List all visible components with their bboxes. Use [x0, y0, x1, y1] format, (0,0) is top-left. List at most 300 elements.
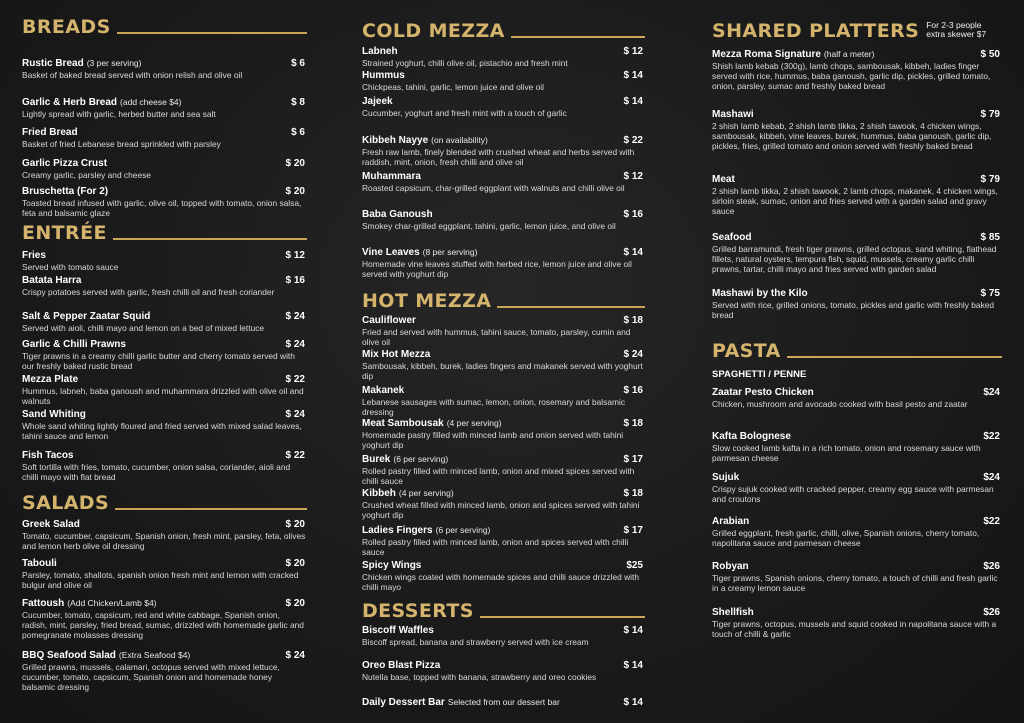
menu-item-price: $ 79 — [980, 174, 1000, 185]
menu-item — [362, 315, 645, 347]
menu-item-price: $ 14 — [623, 70, 643, 81]
menu-item-description: Roasted capsicum, char-grilled eggplant with walnuts and chilli olive oil — [362, 183, 625, 193]
menu-item-description: Chicken wings coated with homemade spices and chilli sauce drizzled with chilli mayo — [362, 572, 639, 592]
menu-item-row — [712, 472, 1002, 483]
menu-item-note: (add cheese $4) — [120, 97, 182, 107]
menu-item-title: Greek Salad — [22, 519, 80, 530]
menu-item-row — [362, 697, 645, 708]
menu-item-title: Vine Leaves — [362, 247, 420, 258]
menu-item-description: Chicken, mushroom and avocado cooked with basil pesto and zaatar — [712, 399, 968, 409]
menu-item-name — [362, 247, 477, 258]
menu-item-price: $ 22 — [623, 135, 643, 146]
menu-item-name — [362, 488, 454, 499]
menu-item-title: Meat — [712, 174, 735, 185]
menu-item — [362, 560, 645, 592]
section-title: COLD MEZZA — [362, 20, 505, 42]
menu-item-row — [22, 58, 307, 69]
menu-item-price: $ 12 — [623, 46, 643, 57]
menu-item-row — [22, 97, 307, 108]
menu-item-name — [362, 171, 424, 182]
section-entree — [22, 220, 307, 482]
menu-item-name — [22, 275, 84, 286]
section-breads — [22, 14, 307, 218]
menu-item-description: Rolled pastry filled with minced lamb, onion and spices served with chilli sauce — [362, 537, 629, 557]
menu-item-row — [362, 418, 645, 429]
menu-item-title: Mezza Plate — [22, 374, 79, 385]
menu-item-description: Toasted bread infused with garlic, olive oil, topped with tomato, onion salsa, feta and balsamic glaze — [22, 198, 302, 218]
menu-item-price: $ 12 — [623, 171, 643, 182]
menu-item-description: Served with aioli, chilli mayo and lemon on a bed of mixed lettuce — [22, 323, 265, 333]
menu-item-name — [362, 135, 488, 146]
menu-item — [22, 598, 307, 640]
menu-item-title: Biscoff Waffles — [362, 625, 434, 636]
menu-item-row — [22, 250, 307, 261]
menu-item-price: $ 20 — [285, 519, 305, 530]
menu-item-row — [712, 561, 1002, 572]
pasta-subtitle: SPAGHETTI / PENNE — [712, 369, 807, 380]
section-divider — [787, 356, 1002, 358]
menu-item — [22, 127, 307, 149]
menu-item-name — [362, 315, 419, 326]
menu-item-title: Arabian — [712, 516, 750, 527]
menu-item-price: $ 22 — [285, 374, 305, 385]
menu-item-note: (4 per serving) — [446, 418, 502, 428]
section-shared-platters — [712, 18, 1002, 320]
section-divider — [511, 36, 645, 38]
menu-item-name — [712, 387, 817, 398]
menu-item-description: Shish lamb kebab (300g), lamb chops, sambousak, kibbeh, ladies finger served with rice, hummus, baba ganoush, garlic dip, pickles, grilled tomato, onion, parsley, sumac and freshly baked bread — [712, 61, 991, 91]
menu-item-row — [362, 560, 645, 571]
menu-item — [362, 488, 645, 520]
section-salads — [22, 490, 307, 692]
menu-item-row — [22, 311, 307, 322]
menu-item-price: $24 — [983, 387, 1000, 398]
menu-item-note: (8 per serving) — [422, 247, 478, 257]
menu-item-row — [362, 625, 645, 636]
menu-item-title: Labneh — [362, 46, 398, 57]
menu-item-name — [712, 607, 757, 618]
menu-item — [362, 70, 645, 92]
menu-item-description: Served with rice, grilled onions, tomato, pickles and garlic with freshly baked bread — [712, 300, 995, 320]
menu-item — [712, 174, 1002, 216]
menu-item-title: Kafta Bolognese — [712, 431, 791, 442]
menu-item-title: Sand Whiting — [22, 409, 86, 420]
section-title: DESSERTS — [362, 600, 474, 622]
menu-item-name — [22, 58, 142, 69]
menu-item-name — [362, 560, 424, 571]
menu-item-description: Fresh raw lamb, finely blended with crushed wheat and herbs served with raddish, mint, onion, fresh chilli and olive oil — [362, 147, 635, 167]
menu-item-description: 2 shish lamb kebab, 2 shish lamb tikka, 2 shish tawook, 4 chicken wings, sambousak, kibbeh, vine leaves, burek, hummus, baba ganoush, garlic dip, pickles, fries, grilled tomato and onion served with freshly baked bread — [712, 121, 992, 151]
menu-item-title: Rustic Bread — [22, 58, 84, 69]
menu-item-title: Mashawi — [712, 109, 754, 120]
menu-item — [22, 311, 307, 333]
menu-item-row — [712, 288, 1002, 299]
menu-item-title: Kibbeh — [362, 488, 396, 499]
menu-item-name — [22, 374, 81, 385]
menu-item-title: Mezza Roma Signature — [712, 49, 821, 60]
menu-item-price: $26 — [983, 561, 1000, 572]
menu-item-row — [362, 70, 645, 81]
menu-item — [362, 349, 645, 381]
menu-item — [362, 454, 645, 486]
menu-item-name — [362, 454, 448, 465]
menu-item-description: Nutella base, topped with banana, strawberry and oreo cookies — [362, 672, 597, 682]
menu-item-title: Daily Dessert Bar — [362, 697, 445, 708]
menu-item-name — [362, 525, 490, 536]
menu-item-title: Seafood — [712, 232, 752, 243]
menu-item-title: Shellfish — [712, 607, 754, 618]
menu-item — [712, 472, 1002, 504]
menu-item-name — [22, 650, 190, 661]
menu-item — [362, 385, 645, 417]
menu-item-title: Garlic & Herb Bread — [22, 97, 118, 108]
menu-item-price: $ 22 — [285, 450, 305, 461]
menu-item-name — [362, 625, 437, 636]
menu-item-name — [362, 349, 433, 360]
menu-item-description: Lebanese sausages with sumac, lemon, onion, rosemary and balsamic dressing — [362, 397, 626, 417]
menu-item-price: $ 6 — [291, 58, 305, 69]
menu-item — [22, 519, 307, 551]
menu-item-description: Slow cooked lamb kafta in a rich tomato, onion and rosemary sauce with parmesan cheese — [712, 443, 981, 463]
menu-item-price: $22 — [983, 431, 1000, 442]
menu-item-price: $25 — [626, 560, 643, 571]
section-pasta — [712, 338, 1002, 639]
menu-item-title: Jajeek — [362, 96, 393, 107]
menu-item-row — [22, 374, 307, 385]
menu-item-description: Soft tortilla with fries, tomato, cucumber, onion salsa, coriander, aioli and chilli mayo with flat bread — [22, 462, 291, 482]
menu-item-name — [712, 472, 742, 483]
menu-item-title: Batata Harra — [22, 275, 82, 286]
menu-item-name — [362, 96, 396, 107]
menu-item — [712, 431, 1002, 463]
menu-item-price: $ 14 — [623, 96, 643, 107]
menu-item-price: $26 — [983, 607, 1000, 618]
menu-item-name — [22, 519, 83, 530]
menu-item — [712, 109, 1002, 151]
menu-item-row — [362, 349, 645, 360]
menu-item-name — [362, 209, 436, 220]
menu-item — [712, 49, 1002, 91]
menu-item-title: Meat Sambousak — [362, 418, 444, 429]
menu-item-description: Basket of baked bread served with onion relish and olive oil — [22, 70, 243, 80]
menu-item — [362, 46, 645, 68]
menu-item-title: Tabouli — [22, 558, 57, 569]
menu-item — [22, 558, 307, 590]
menu-item — [22, 275, 307, 297]
menu-item-description: Tiger prawns in a creamy chilli garlic butter and cherry tomato served with our freshly baked rustic bread — [22, 351, 295, 371]
menu-item-description: Whole sand whiting lightly floured and fried served with mixed salad leaves, tahini sauce and lemon — [22, 421, 302, 441]
menu-item-description: Grilled eggplant, fresh garlic, chilli, olive, Spanish onions, cherry tomato, napolitana sauce and parmesan cheese — [712, 528, 980, 548]
menu-item-title: Baba Ganoush — [362, 209, 433, 220]
menu-item-price: $22 — [983, 516, 1000, 527]
menu-item-name — [712, 288, 811, 299]
menu-item — [712, 288, 1002, 320]
menu-item-description: Sambousak, kibbeh, burek, ladies fingers and makanek served with yoghurt dip — [362, 361, 643, 381]
menu-item-row — [362, 488, 645, 499]
menu-item — [362, 418, 645, 450]
menu-item-name — [22, 558, 60, 569]
menu-item-price: $24 — [983, 472, 1000, 483]
menu-item-title: Robyan — [712, 561, 749, 572]
menu-item-row — [362, 385, 645, 396]
menu-item-row — [362, 525, 645, 536]
menu-item-row — [712, 516, 1002, 527]
menu-item-row — [362, 96, 645, 107]
menu-item-description: Tomato, cucumber, capsicum, Spanish onion, fresh mint, parsley, feta, olives and lemon herb olive oil dressing — [22, 531, 306, 551]
menu-item-price: $ 14 — [623, 697, 643, 708]
menu-item-note: (Extra Seafood $4) — [118, 650, 191, 660]
menu-item-name — [22, 450, 77, 461]
menu-item-price: $ 17 — [623, 525, 643, 536]
menu-item-row — [22, 275, 307, 286]
section-divider — [117, 32, 307, 34]
menu-item-description: Biscoff spread, banana and strawberry served with ice cream — [362, 637, 589, 647]
menu-item-price: $ 18 — [623, 488, 643, 499]
menu-item-note: (6 per serving) — [435, 525, 491, 535]
menu-item — [22, 450, 307, 482]
menu-item — [22, 58, 307, 80]
menu-item-title: Fries — [22, 250, 46, 261]
menu-item-row — [22, 558, 307, 569]
menu-item-row — [22, 186, 307, 197]
menu-item-price: $ 16 — [623, 209, 643, 220]
menu-item-price: $ 79 — [980, 109, 1000, 120]
section-divider — [113, 238, 307, 240]
menu-item-name — [22, 186, 111, 197]
menu-item-row — [712, 232, 1002, 243]
menu-item-price: $ 6 — [291, 127, 305, 138]
menu-item-title: Oreo Blast Pizza — [362, 660, 441, 671]
menu-item-title: Garlic Pizza Crust — [22, 158, 108, 169]
menu-item-title: Salt & Pepper Zaatar Squid — [22, 311, 151, 322]
menu-item-row — [362, 660, 645, 671]
menu-item-name — [712, 431, 794, 442]
menu-item-row — [22, 158, 307, 169]
section-title: ENTRÉE — [22, 222, 107, 244]
menu-item-price: $ 14 — [623, 625, 643, 636]
menu-item-row — [362, 46, 645, 57]
menu-item-note: (6 per serving) — [393, 454, 449, 464]
menu-item-price: $ 14 — [623, 247, 643, 258]
menu-item-description: Grilled barramundi, fresh tiger prawns, grilled octopus, sand whiting, flathead fillets, natural oysters, tempura fish, squid, mussels, creamy garlic chilli prawns, tartar, chilli mayo and fries served with garden salad — [712, 244, 997, 274]
menu-item-row — [712, 607, 1002, 618]
menu-item — [22, 339, 307, 371]
menu-item-description: Grilled prawns, mussels, calamari, octopus served with mixed lettuce, cucumber, tomato, capsicum, Spanish onion and homemade honey balsamic dressing — [22, 662, 280, 692]
menu-item-description: Cucumber, tomato, capsicum, red and white cabbage, Spanish onion, radish, mint, parsley, fried bread, sumac, drizzled with homemade garlic and pomegranate molasses dressing — [22, 610, 304, 640]
menu-item — [362, 209, 645, 231]
menu-item-row — [712, 109, 1002, 120]
menu-item-title: Cauliflower — [362, 315, 416, 326]
menu-item — [362, 96, 645, 118]
menu-item-title: Sujuk — [712, 472, 740, 483]
menu-item-name — [22, 339, 129, 350]
menu-item — [22, 186, 307, 218]
menu-item-price: $ 75 — [980, 288, 1000, 299]
menu-item-price: $ 16 — [623, 385, 643, 396]
menu-item-price: $ 24 — [623, 349, 643, 360]
menu-item-title: Fish Tacos — [22, 450, 74, 461]
menu-item-description: Smokey char-grilled eggplant, tahini, garlic, lemon juice, and olive oil — [362, 221, 616, 231]
menu-item-description: Tiger prawns, Spanish onions, cherry tomato, a touch of chilli and fresh garlic in a creamy lemon sauce — [712, 573, 998, 593]
menu-item-price: $ 16 — [285, 275, 305, 286]
menu-item-description: Crushed wheat filled with minced lamb, onion and spices served with tahini yoghurt dip — [362, 500, 640, 520]
menu-item-name — [362, 697, 560, 708]
menu-item-row — [712, 387, 1002, 398]
menu-item-row — [22, 598, 307, 609]
menu-item-price: $ 20 — [285, 558, 305, 569]
menu-item-price: $ 18 — [623, 418, 643, 429]
menu-item-price: $ 20 — [285, 186, 305, 197]
menu-item-row — [22, 650, 307, 661]
menu-item-title: Hummus — [362, 70, 405, 81]
menu-item-price: $ 24 — [285, 339, 305, 350]
menu-item — [712, 232, 1002, 274]
menu-item-title: Kibbeh Nayye — [362, 135, 429, 146]
menu-item-note: Selected from our dessert bar — [447, 697, 560, 707]
menu-item-description: Hummus, labneh, baba ganoush and muhammara drizzled with olive oil and walnuts — [22, 386, 304, 406]
menu-item-description: Lightly spread with garlic, herbed butter and sea salt — [22, 109, 216, 119]
menu-item-name — [22, 127, 81, 138]
menu-item — [362, 625, 645, 647]
menu-item-name — [712, 109, 757, 120]
menu-item — [362, 247, 645, 279]
menu-item-row — [362, 247, 645, 258]
menu-item-row — [22, 339, 307, 350]
section-desserts — [362, 598, 645, 708]
menu-item-title: Garlic & Chilli Prawns — [22, 339, 126, 350]
menu-item — [362, 660, 645, 682]
menu-item-description: Fried and served with hummus, tahini sauce, tomato, parsley, cumin and olive oil — [362, 327, 631, 347]
menu-item-note: (half a meter) — [823, 49, 875, 59]
menu-item-title: Mix Hot Mezza — [362, 349, 431, 360]
menu-item-price: $ 14 — [623, 660, 643, 671]
menu-item-name — [712, 561, 752, 572]
menu-item-note: (on availability) — [431, 135, 488, 145]
menu-item-name — [22, 97, 181, 108]
menu-item — [22, 250, 307, 272]
menu-item-title: Muhammara — [362, 171, 421, 182]
menu-item-name — [362, 46, 401, 57]
menu-item-price: $ 12 — [285, 250, 305, 261]
menu-item-description: Creamy garlic, parsley and cheese — [22, 170, 151, 180]
section-title: SHARED PLATTERS — [712, 20, 920, 42]
menu-item-description: Basket of fried Lebanese bread sprinkled with parsley — [22, 139, 221, 149]
menu-item-row — [712, 49, 1002, 60]
menu-item-row — [362, 209, 645, 220]
menu-item — [712, 561, 1002, 593]
menu-item-description: Crispy potatoes served with garlic, fresh chilli oil and fresh coriander — [22, 287, 275, 297]
menu-item-price: $ 20 — [285, 158, 305, 169]
menu-item — [362, 135, 645, 167]
menu-item-description: 2 shish lamb tikka, 2 shish tawook, 2 lamb chops, makanek, 4 chicken wings, sirloin steak, sumac, onion and fries served with a garden salad and gravy sauce — [712, 186, 998, 216]
menu-item-description: Cucumber, yoghurt and fresh mint with a touch of garlic — [362, 108, 567, 118]
menu-item-description: Chickpeas, tahini, garlic, lemon juice and olive oil — [362, 82, 545, 92]
menu-item-row — [22, 519, 307, 530]
menu-item-description: Homemade vine leaves stuffed with herbed rice, lemon juice and olive oil served with yoghurt dip — [362, 259, 632, 279]
menu-item-title: Spicy Wings — [362, 560, 422, 571]
menu-item-price: $ 24 — [285, 311, 305, 322]
menu-item-name — [362, 660, 443, 671]
menu-item — [22, 650, 307, 692]
menu-item-title: Burek — [362, 454, 391, 465]
menu-item-description: Parsley, tomato, shallots, spanish onion fresh mint and lemon with cracked bulgur and olive oil — [22, 570, 299, 590]
menu-item-title: BBQ Seafood Salad — [22, 650, 116, 661]
menu-item-row — [712, 431, 1002, 442]
menu-item-name — [22, 250, 49, 261]
menu-item-description: Served with tomato sauce — [22, 262, 119, 272]
menu-item-description: Tiger prawns, octopus, mussels and squid cooked in napolitana sauce with a touch of chilli & garlic — [712, 619, 997, 639]
menu-item — [22, 409, 307, 441]
menu-item-name — [22, 598, 157, 609]
section-cold-mezza — [362, 18, 645, 279]
menu-item-price: $ 18 — [623, 315, 643, 326]
menu-item-description: Rolled pastry filled with minced lamb, onion and mixed spices served with chilli sauce — [362, 466, 635, 486]
menu-item-description: Strained yoghurt, chilli olive oil, pistachio and fresh mint — [362, 58, 568, 68]
menu-item-name — [22, 409, 89, 420]
section-title: SALADS — [22, 492, 110, 514]
section-note: For 2-3 people extra skewer $7 — [926, 20, 987, 39]
menu-item — [712, 607, 1002, 639]
menu-item-title: Fried Bread — [22, 127, 78, 138]
section-title: HOT MEZZA — [362, 290, 492, 312]
menu-item-name — [712, 232, 754, 243]
menu-item-row — [362, 454, 645, 465]
menu-item-price: $ 20 — [285, 598, 305, 609]
section-divider — [497, 306, 645, 308]
menu-item-price: $ 24 — [285, 409, 305, 420]
menu-item-note: (3 per serving) — [86, 58, 142, 68]
menu-item-price: $ 17 — [623, 454, 643, 465]
menu-item — [22, 97, 307, 119]
menu-item — [362, 697, 645, 709]
section-title: BREADS — [22, 16, 111, 38]
menu-item-title: Zaatar Pesto Chicken — [712, 387, 814, 398]
menu-item-name — [22, 158, 110, 169]
menu-item — [22, 158, 307, 180]
menu-item-name — [712, 174, 738, 185]
menu-item — [712, 516, 1002, 548]
menu-item-title: Mashawi by the Kilo — [712, 288, 808, 299]
menu-item-title: Ladies Fingers — [362, 525, 433, 536]
menu-item-row — [22, 450, 307, 461]
menu-item-row — [712, 174, 1002, 185]
menu-item-description: Crispy sujuk cooked with cracked pepper, creamy egg sauce with parmesan and croutons — [712, 484, 994, 504]
menu-item-description: Homemade pastry filled with minced lamb and onion served with tahini yoghurt dip — [362, 430, 624, 450]
menu-item — [362, 171, 645, 193]
menu-item — [712, 387, 1002, 409]
menu-item-price: $ 8 — [291, 97, 305, 108]
menu-item-title: Makanek — [362, 385, 405, 396]
menu-item-note: (4 per serving) — [398, 488, 454, 498]
section-divider — [480, 616, 645, 618]
menu-item-row — [22, 409, 307, 420]
menu-item-name — [22, 311, 153, 322]
menu-item-row — [362, 315, 645, 326]
menu-item-title: Bruschetta (For 2) — [22, 186, 109, 197]
menu-item-title: Fattoush — [22, 598, 65, 609]
section-hot-mezza — [362, 288, 645, 592]
menu-item — [362, 525, 645, 557]
menu-item — [22, 374, 307, 406]
menu-item-price: $ 50 — [980, 49, 1000, 60]
menu-item-name — [362, 70, 408, 81]
menu-item-price: $ 24 — [285, 650, 305, 661]
menu-item-row — [362, 171, 645, 182]
menu-item-name — [362, 418, 502, 429]
menu-item-price: $ 85 — [980, 232, 1000, 243]
menu-item-name — [712, 49, 874, 60]
menu-item-note: (Add Chicken/Lamb $4) — [67, 598, 157, 608]
